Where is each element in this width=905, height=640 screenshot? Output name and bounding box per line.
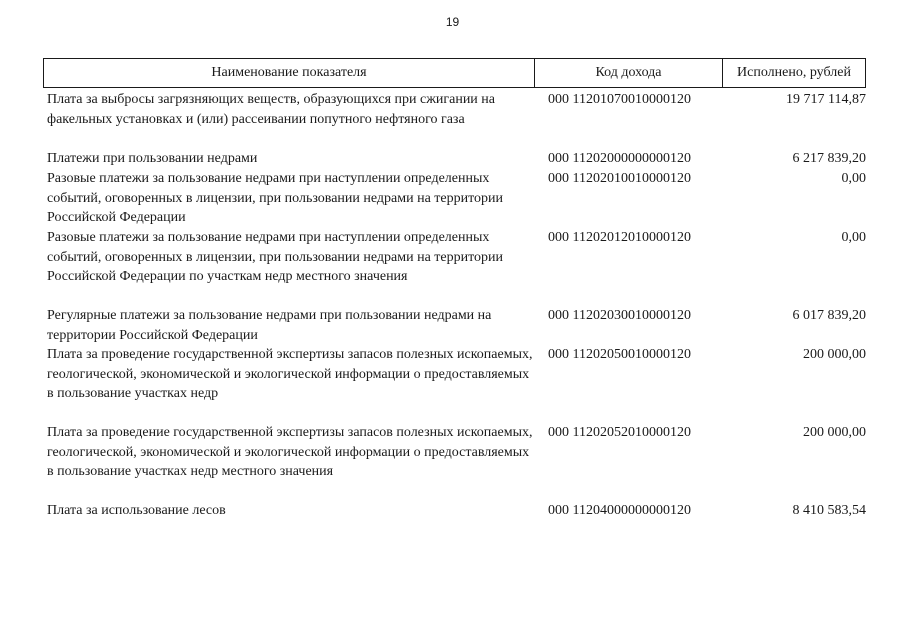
indicator-name: Плата за проведение государственной экспертизы запасов полезных ископаемых, геологической, экономической и экологической информации о предоставляемых в пользование участках недр [47, 347, 533, 401]
table-row [43, 228, 866, 306]
income-code: 000 11201070010000120 [548, 92, 691, 107]
income-code: 000 11202000000000120 [548, 151, 691, 166]
executed-amount: 6 017 839,20 [792, 308, 866, 323]
executed-amount: 19 717 114,87 [786, 92, 866, 107]
table-body [43, 90, 866, 521]
table-row [43, 90, 866, 149]
table-row [43, 306, 866, 345]
income-code: 000 11202030010000120 [548, 308, 691, 323]
table-row [43, 149, 866, 169]
indicator-name: Разовые платежи за пользование недрами при наступлении определенных событий, оговоренных в лицензии, при пользовании недрами на территории Российской Федерации [47, 171, 504, 225]
indicator-name: Плата за выбросы загрязняющих веществ, образующихся при сжигании на факельных установках и (или) рассеивании попутного нефтяного газа [47, 92, 496, 127]
header-income-code: Код дохода [535, 59, 723, 87]
indicator-name: Регулярные платежи за пользование недрами при пользовании недрами на территории Российской Федерации [47, 308, 492, 343]
executed-amount: 0,00 [841, 171, 866, 186]
executed-amount: 6 217 839,20 [792, 151, 866, 166]
income-code: 000 11202012010000120 [548, 230, 691, 245]
table-row [43, 169, 866, 228]
income-code: 000 11202050010000120 [548, 347, 691, 362]
executed-amount: 200 000,00 [803, 425, 866, 440]
executed-amount: 8 410 583,54 [792, 503, 866, 518]
indicator-name: Плата за использование лесов [47, 503, 226, 518]
header-indicator-name: Наименование показателя [44, 59, 535, 87]
page-number: 19 [445, 15, 460, 29]
indicator-name: Платежи при пользовании недрами [47, 151, 258, 166]
income-code: 000 11202010010000120 [548, 171, 691, 186]
executed-amount: 0,00 [841, 230, 866, 245]
indicator-name: Разовые платежи за пользование недрами при наступлении определенных событий, оговоренных в лицензии, при пользовании недрами на территории Российской Федерации по участкам недр местного значения [47, 230, 504, 284]
table-row [43, 501, 866, 521]
header-executed-amount: Исполнено, рублей [737, 65, 851, 80]
income-code: 000 11202052010000120 [548, 425, 691, 440]
indicator-name: Плата за проведение государственной экспертизы запасов полезных ископаемых, геологической, экономической и экологической информации о предоставляемых в пользование участках недр местного значения [47, 425, 533, 479]
table-header [43, 58, 866, 88]
executed-amount: 200 000,00 [803, 347, 866, 362]
income-code: 000 11204000000000120 [548, 503, 691, 518]
table-row [43, 423, 866, 501]
table-row [43, 345, 866, 423]
